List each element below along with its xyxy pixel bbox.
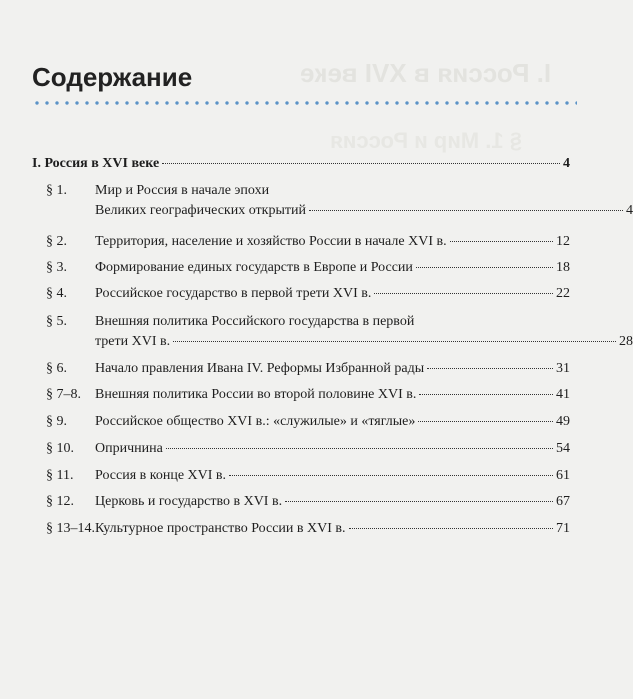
toc-entry-continuation[interactable] bbox=[32, 332, 633, 351]
toc-entry[interactable] bbox=[32, 181, 570, 200]
toc-entry[interactable] bbox=[32, 466, 570, 485]
toc-entry-title: Внешняя политика России во второй половине XVI в. bbox=[95, 387, 417, 402]
toc-entry[interactable] bbox=[32, 359, 570, 378]
paragraph-number: § 11. bbox=[46, 468, 74, 483]
toc-entry[interactable] bbox=[32, 412, 570, 431]
toc-page-number: 54 bbox=[556, 441, 570, 456]
toc-page-number: 67 bbox=[556, 494, 570, 509]
paragraph-number: § 1. bbox=[46, 183, 67, 198]
toc-entry[interactable] bbox=[32, 439, 570, 458]
toc-page-number: 18 bbox=[556, 260, 570, 275]
toc-entry[interactable] bbox=[32, 492, 570, 511]
dot-leader bbox=[450, 241, 553, 242]
toc-entry-title: Великих географических открытий bbox=[95, 203, 306, 218]
toc-entry-title: Внешняя политика Российского государства в первой bbox=[95, 314, 415, 329]
bleed-through-text: I. Россия в XVI веке bbox=[300, 58, 552, 88]
toc-entry-continuation[interactable] bbox=[32, 201, 633, 220]
toc-entry-title: Россия в конце XVI в. bbox=[95, 468, 227, 483]
paragraph-number: § 13–14. bbox=[46, 521, 95, 536]
paragraph-number: § 9. bbox=[46, 414, 67, 429]
toc-entry[interactable] bbox=[32, 312, 570, 331]
toc-entry[interactable] bbox=[32, 519, 570, 538]
toc-entry[interactable] bbox=[32, 385, 570, 404]
dot-leader bbox=[419, 394, 553, 395]
toc-page-number: 28 bbox=[619, 334, 633, 349]
paragraph-number: § 6. bbox=[46, 361, 67, 376]
toc-page-number: 61 bbox=[556, 468, 570, 483]
toc-entry-title: Культурное пространство России в XVI в. bbox=[95, 521, 346, 536]
paragraph-number: § 3. bbox=[46, 260, 67, 275]
bleed-through-text: § 1. Мир и Россия bbox=[330, 128, 522, 153]
toc-page-number: 12 bbox=[556, 234, 570, 249]
toc-entry-title: Опричнина bbox=[95, 441, 163, 456]
dot-leader bbox=[416, 267, 553, 268]
toc-entry-title: Российское общество XVI в.: «служилые» и «тяглые» bbox=[95, 414, 416, 429]
toc-entry-title: Мир и Россия в начале эпохи bbox=[95, 183, 270, 198]
toc-section[interactable] bbox=[32, 154, 570, 173]
toc-page-number: 41 bbox=[556, 387, 570, 402]
toc-entry-title: Территория, население и хозяйство России в начале XVI в. bbox=[95, 234, 447, 249]
toc-entry[interactable] bbox=[32, 232, 570, 251]
paragraph-number: § 5. bbox=[46, 314, 67, 329]
dot-leader bbox=[309, 210, 623, 211]
toc-entry-title: Начало правления Ивана IV. Реформы Избранной рады bbox=[95, 361, 425, 376]
toc-page-number: 49 bbox=[556, 414, 570, 429]
paragraph-number: § 2. bbox=[46, 234, 67, 249]
toc-page-number: 4 bbox=[563, 156, 570, 171]
page-title: Содержание bbox=[32, 62, 193, 92]
toc-entry[interactable] bbox=[32, 258, 570, 277]
toc-page-number: 4 bbox=[626, 203, 633, 218]
paragraph-number: § 12. bbox=[46, 494, 74, 509]
dot-leader bbox=[427, 368, 553, 369]
paragraph-number: § 10. bbox=[46, 441, 74, 456]
dot-leader bbox=[229, 475, 553, 476]
dot-leader bbox=[162, 163, 560, 164]
dotted-divider bbox=[32, 100, 577, 106]
toc-entry-title: Церковь и государство в XVI в. bbox=[95, 494, 283, 509]
dot-leader bbox=[374, 293, 553, 294]
dot-leader bbox=[166, 448, 553, 449]
dot-leader bbox=[418, 421, 553, 422]
toc-entry-title: Российское государство в первой трети XVI в. bbox=[95, 286, 372, 301]
dot-leader bbox=[349, 528, 553, 529]
paragraph-number: § 7–8. bbox=[46, 387, 81, 402]
toc-entry-title: трети XVI в. bbox=[95, 334, 171, 349]
toc-entry-title: Формирование единых государств в Европе и России bbox=[95, 260, 413, 275]
toc-page-number: 31 bbox=[556, 361, 570, 376]
toc-section-title: I. Россия в XVI веке bbox=[32, 156, 160, 171]
toc-page-number: 22 bbox=[556, 286, 570, 301]
dot-leader bbox=[285, 501, 553, 502]
toc-entry[interactable] bbox=[32, 284, 570, 303]
toc-page-number: 71 bbox=[556, 521, 570, 536]
dot-leader bbox=[173, 341, 616, 342]
paragraph-number: § 4. bbox=[46, 286, 67, 301]
